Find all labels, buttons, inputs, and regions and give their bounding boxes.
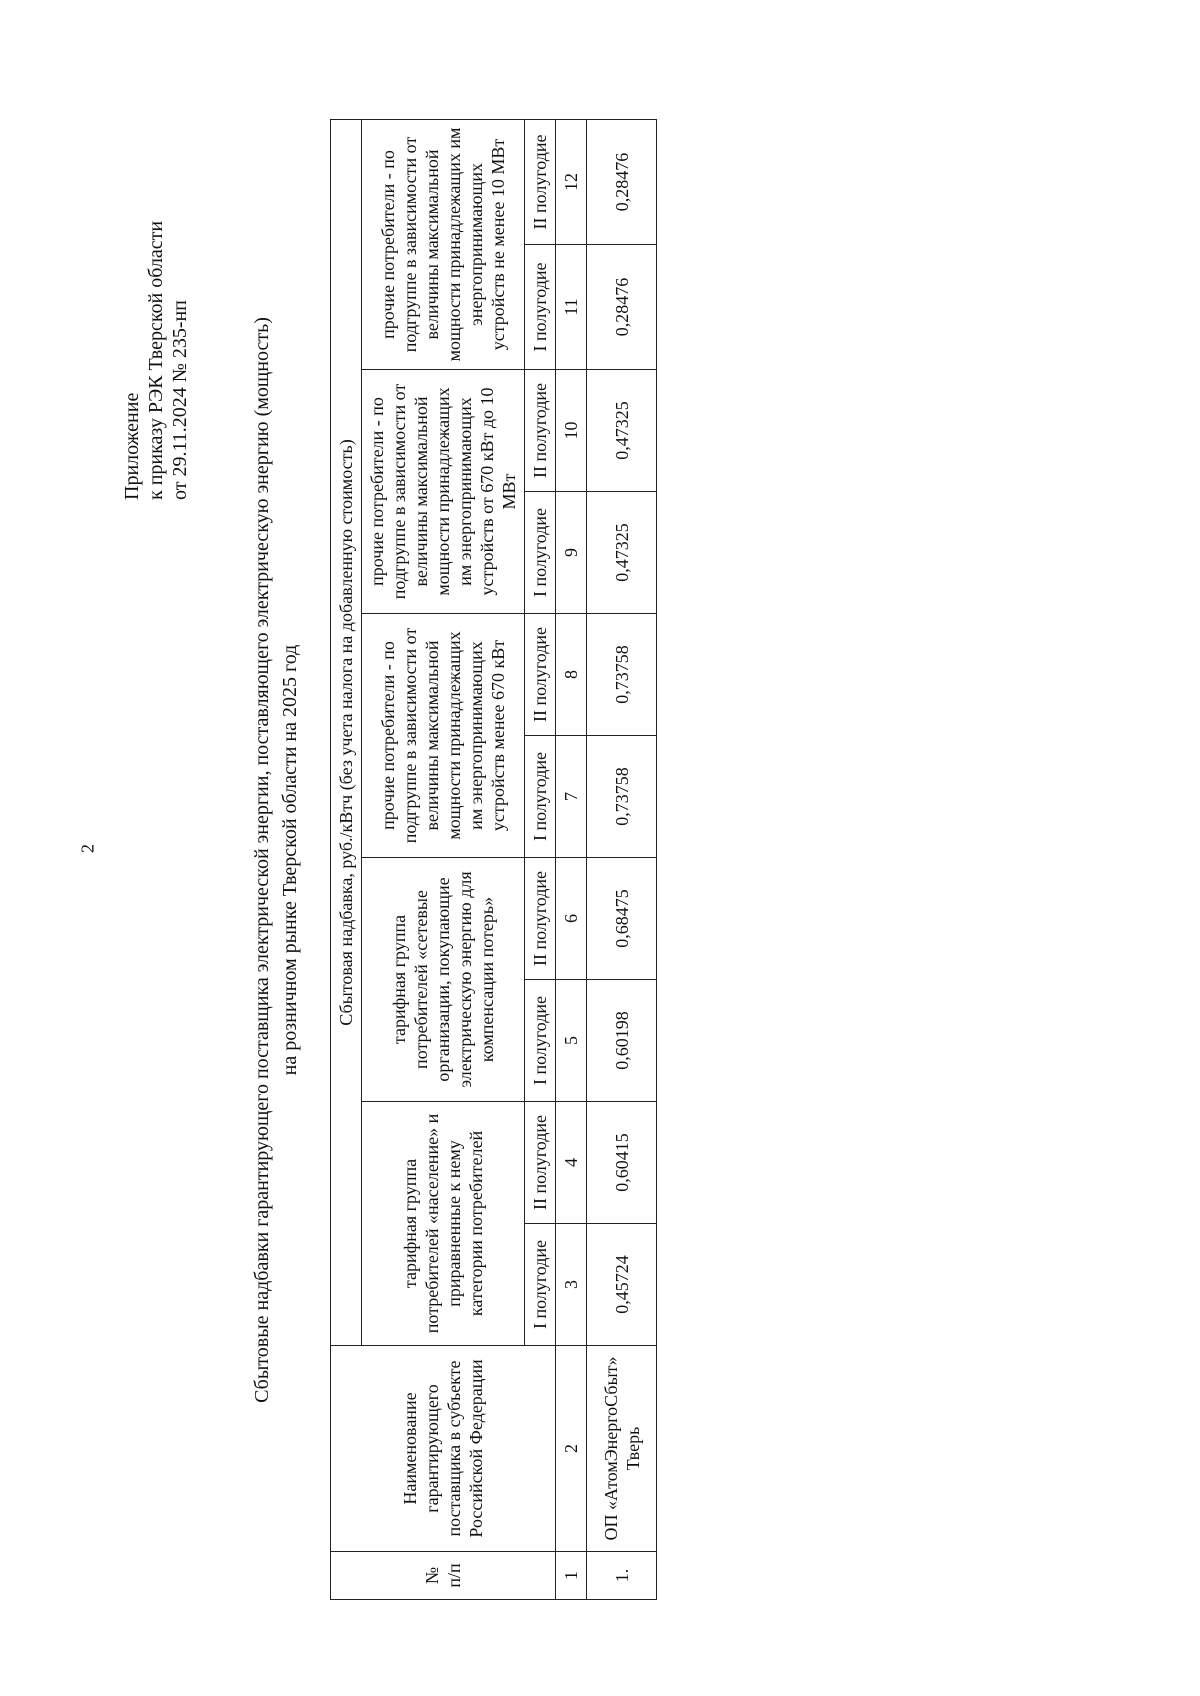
column-number: 12: [556, 119, 587, 244]
column-number: 8: [556, 614, 587, 736]
page-number: 2: [77, 844, 98, 853]
header-half-1: I полугодие: [525, 492, 556, 614]
header-half-2: II полугодие: [525, 858, 556, 980]
header-half-2: II полугодие: [525, 1102, 556, 1224]
column-number: 11: [556, 245, 587, 370]
markup-value: 0,68475: [587, 858, 657, 980]
column-number: 1: [556, 1552, 587, 1600]
header-half-1: I полугодие: [525, 245, 556, 370]
header-no: № п/п: [331, 1552, 556, 1600]
appendix-line-2: к приказу РЭК Тверской области: [145, 220, 167, 500]
markup-value: 0,47325: [587, 370, 657, 492]
column-number: 5: [556, 980, 587, 1102]
markup-value: 0,45724: [587, 1224, 657, 1346]
column-number: 2: [556, 1346, 587, 1552]
tariff-table: [330, 119, 657, 1600]
header-row-markup: [331, 119, 362, 1599]
header-group-over-10mw: прочие потребители - по подгруппе в зависимости от величины максимальной мощности принадлежащих им энергопринимающих устройств не менее 10 МВт: [362, 119, 525, 369]
column-number: 10: [556, 370, 587, 492]
header-half-2: II полугодие: [525, 119, 556, 244]
header-half-1: I полугодие: [525, 980, 556, 1102]
header-group-network-orgs: тарифная группа потребителей «сетевые организации, покупающие электрическую энергию для компенсации потерь»: [362, 858, 525, 1102]
title-line-2: на розничном рынке Тверской области на 2025 год: [279, 644, 301, 1076]
markup-value: 0,47325: [587, 492, 657, 614]
appendix-block: [120, 140, 192, 500]
header-half-1: I полугодие: [525, 736, 556, 858]
column-number: 7: [556, 736, 587, 858]
header-group-670kw-10mw: прочие потребители - по подгруппе в зависимости от величины максимальной мощности принадлежащих им энергопринимающих устройств от 670 кВт до 10 МВт: [362, 370, 525, 614]
markup-value: 0,73758: [587, 736, 657, 858]
appendix-line-1: Приложение: [121, 392, 143, 500]
column-number: 9: [556, 492, 587, 614]
header-half-2: II полугодие: [525, 370, 556, 492]
column-number: 4: [556, 1102, 587, 1224]
column-number: 6: [556, 858, 587, 980]
header-half-2: II полугодие: [525, 614, 556, 736]
header-supplier-name: Наименование гарантирующего поставщика в субъекте Российской Федерации: [331, 1346, 556, 1552]
title-line-1: Сбытовые надбавки гарантирующего поставщика электрической энергии, поставляющего электрическую энергию (мощность): [251, 317, 273, 1403]
column-number: 3: [556, 1224, 587, 1346]
header-half-1: I полугодие: [525, 1224, 556, 1346]
document-title: [248, 120, 304, 1600]
rotated-sheet: [20, 40, 1180, 1640]
header-sales-markup: Сбытовая надбавка, руб./кВтч (без учета налога на добавленную стоимость): [331, 119, 362, 1345]
markup-value: 0,28476: [587, 245, 657, 370]
markup-value: 0,73758: [587, 614, 657, 736]
header-group-population: тарифная группа потребителей «население» и приравненные к нему категории потребителей: [362, 1102, 525, 1346]
markup-value: 0,60198: [587, 980, 657, 1102]
appendix-line-3: от 29.11.2024 № 235-нп: [169, 300, 191, 500]
supplier-name: ОП «АтомЭнергоСбыт» Тверь: [587, 1346, 657, 1552]
table-row: [587, 119, 657, 1599]
markup-value: 0,28476: [587, 119, 657, 244]
header-group-under-670kw: прочие потребители - по подгруппе в зависимости от величины максимальной мощности принадлежащих им энергопринимающих устройств менее 670 кВт: [362, 614, 525, 858]
markup-value: 0,60415: [587, 1102, 657, 1224]
row-number: 1.: [587, 1552, 657, 1600]
column-number-row: [556, 119, 587, 1599]
